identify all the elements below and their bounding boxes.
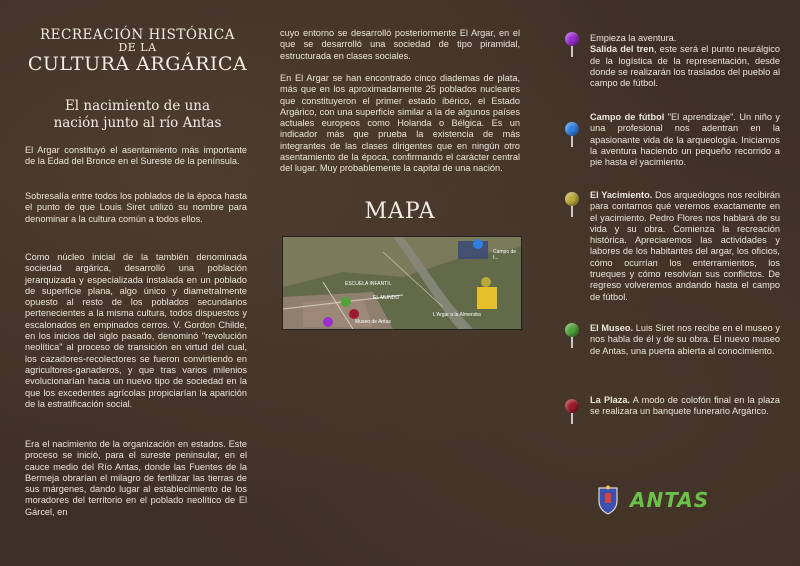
pin-head (565, 323, 579, 337)
map-label-campo: Campo de f... (493, 249, 517, 261)
route-item-text: Dos arqueólogos nos recibirán para contarnos qué veremos exactamente en el yacimiento. Pedro Flores nos hablará de su vida y su obra. Comienza la recreación histórica. Apreciaremos las actividades y labores de los habitantes del argar, los oficios, cómo ocurrían los enterramientos, los trueques y cómo resolvían sus conflictos. De regreso volveremos andando hasta el campo de fútbol. (590, 190, 780, 302)
pin-needle (571, 135, 573, 147)
yacimiento-area (477, 287, 497, 309)
map-pin-museo-icon[interactable] (341, 297, 351, 307)
section-title (25, 98, 250, 132)
route-item-title: La Plaza. (590, 395, 630, 405)
pin-head (565, 32, 579, 46)
map-image[interactable] (282, 236, 522, 330)
crest-icon (596, 485, 620, 515)
route-item (590, 395, 780, 418)
map-label-museo: Museo de Antas (355, 319, 391, 325)
route-item-text: Luis Siret nos recibe en el museo y nos habla de él y de su obra. El nuevo museo de Antas, una puerta abierta al conocimiento. (590, 323, 780, 356)
paragraph-6: En El Argar se han encontrado cinco diademas de plata, más que en los aproximadamente 25 poblados nucleares que constituyeron el primer estado ibérico, el Estado Argárico, con una superficie similar a la de algunos países actuales europeos como Holanda o Bélgica. Es un indicador más que prueba la existencia de más integrantes de las clases dirigentes que en ningún otro asentamiento de la época, confirmando el carácter central del lugar. Muy probablemente la capital de una nación. (280, 73, 520, 174)
footer-logos (596, 483, 726, 519)
brand-title-line3: CULTURA ARGÁRICA (27, 53, 248, 75)
route-item-title: El Museo. (590, 323, 634, 333)
pin-head (565, 122, 579, 136)
route-item (590, 33, 780, 89)
route-item-text: A modo de colofón final en la plaza se realizara un banquete funerario Argárico. (590, 395, 780, 417)
route-item-lead: Empieza la aventura. (590, 33, 677, 43)
map-pin-plaza-icon[interactable] (349, 309, 359, 319)
map-label-argar: L'Argar a la Almendra (433, 312, 481, 318)
map-label-escuela: ESCUELA INFANTIL (345, 281, 392, 287)
paragraph-4: Era el nacimiento de la organización en estados. Este proceso se inició, para el sureste peninsular, en el cauce medio del Río Antas, donde las Fuentes de la Bermeja obrarían el milagro de fertilizar las tierras de sus márgenes, dando lugar al establecimiento de los moradores del territorio en el poblado neolítico de El Gárcel, en (25, 439, 247, 517)
antas-logo: ANTAS (630, 488, 710, 512)
route-item (590, 323, 780, 357)
pin-needle (571, 205, 573, 217)
pin-needle (571, 412, 573, 424)
route-pin-0-icon (563, 32, 581, 58)
map-title: MAPA (364, 199, 436, 224)
pin-needle (571, 336, 573, 348)
route-item-text: "El aprendizaje". Un niño y una profesional nos adentran en la apasionante vida de la arqueología. Iniciamos la aventura haciendo un pequeño recorrido a pie hasta el yacimiento. (590, 112, 780, 168)
brand-title-line1: RECREACIÓN HISTÓRICA (40, 27, 235, 43)
map-label-mundo: EL MUNDO (373, 295, 400, 301)
paragraph-3: Como núcleo inicial de la también denominada sociedad argárica, desarrolló una población jerarquizada y especializada instalada en un poblado de superficie plana, algo único y diametralmente opuesto al resto de los poblados secundarios pertenecientes a la misma cultura, todos dispuestos y escalonados en empinados cerros. V. Gordon Childe, en los inicios del siglo pasado, denominó "revolución neolítica" al proceso de transición en virtud del cual, los cazadores-recolectores se fueron convirtiendo en agricultores-ganaderos, y que tras varios milenios evolucionarían hacia un nuevo tipo de sociedad en la que los excedentes agrícolas propiciarían la aparición de la estratificación social. (25, 252, 247, 409)
route-item-title: El Yacimiento. (590, 190, 653, 200)
paragraph-1: El Argar constituyó el asentamiento más importante de la Edad del Bronce en el Sureste de la península. (25, 145, 247, 167)
section-title-line1: El nacimiento de una (64, 98, 211, 114)
map-pin-campo-icon[interactable] (473, 239, 483, 249)
brand-title-line2: DE LA (118, 41, 157, 54)
route-item-text: , este será el punto neurálgico de la logística de la representación, desde donde se realizarán los traslados del pueblo al campo de fútbol. (590, 44, 780, 89)
route-item-title: Salida del tren (590, 44, 654, 55)
route-pin-1-icon (563, 122, 581, 148)
route-item (590, 112, 780, 168)
pin-head (565, 399, 579, 413)
route-pin-4-icon (563, 399, 581, 425)
paragraph-5: cuyo entorno se desarrolló posteriormente El Argar, en el que se desarrolló una sociedad de tipo piramidal, estructurada en clases sociales. (280, 28, 520, 61)
brand-title (25, 28, 250, 75)
paragraph-2: Sobresalía entre todos los poblados de la época hasta el punto de que Louis Siret utilizó su nombre para denominar a la cultura común a todos ellos. (25, 191, 247, 224)
route-pin-2-icon (563, 192, 581, 218)
map-pin-yacimiento-icon[interactable] (481, 277, 491, 287)
section-title-line2: nación junto al río Antas (53, 115, 222, 131)
map-pin-tren-icon[interactable] (323, 317, 333, 327)
pin-head (565, 192, 579, 206)
route-pin-3-icon (563, 323, 581, 349)
pin-needle (571, 45, 573, 57)
route-item (590, 190, 780, 303)
route-item-title: Campo de fútbol (590, 112, 665, 122)
